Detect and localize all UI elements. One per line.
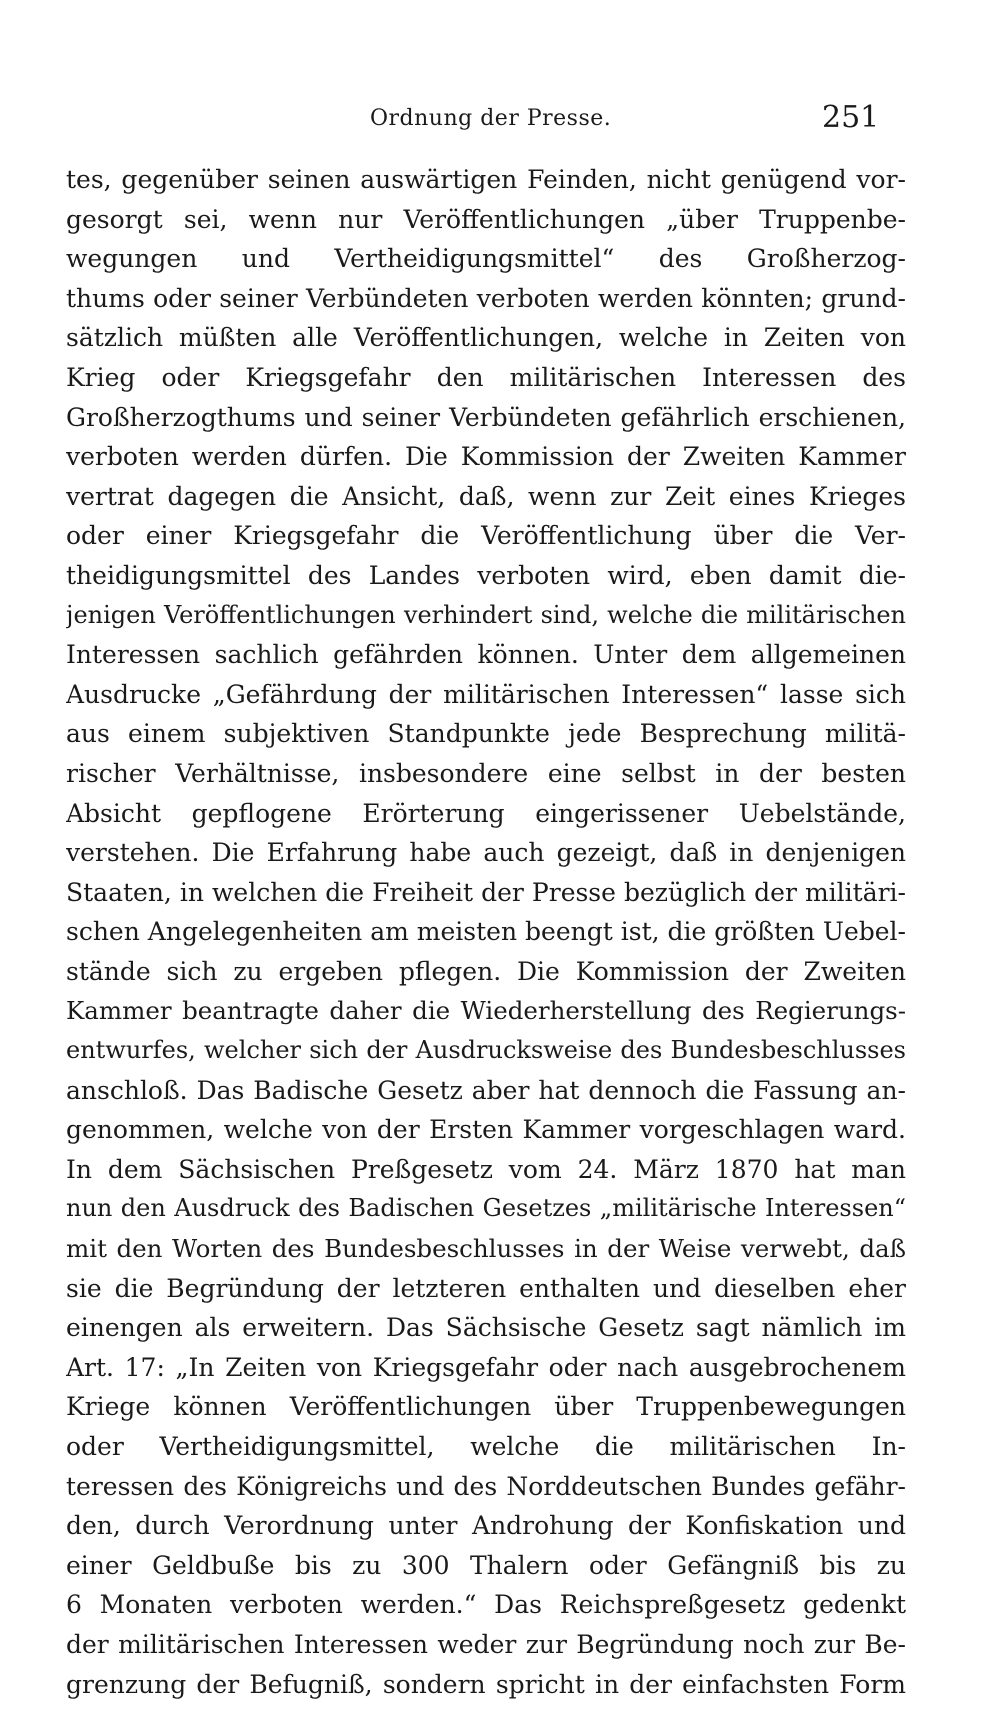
text-line: Art. 17: „In Zeiten von Kriegsgefahr oder nach ausgebrochenem — [66, 1352, 906, 1382]
text-line: genommen, welche von der Ersten Kammer vorgeschlagen ward. — [66, 1115, 906, 1145]
text-line: thums oder seiner Verbündeten verboten werden könnten; grund- — [66, 283, 906, 313]
text-line: Kriege können Veröffentlichungen über Truppenbewegungen — [66, 1392, 906, 1422]
text-line: Interessen sachlich gefährden können. Unter dem allgemeinen — [66, 640, 906, 670]
text-line: nun den Ausdruck des Badischen Gesetzes „militärische Interessen“ — [66, 1194, 906, 1223]
text-line: wegungen und Vertheidigungsmittel“ des Großherzog- — [66, 244, 906, 274]
text-line: entwurfes, welcher sich der Ausdrucksweise des Bundesbeschlusses — [66, 1036, 906, 1065]
body-text — [66, 160, 906, 1704]
text-line: theidigungsmittel des Landes verboten wird, eben damit die- — [66, 560, 906, 590]
text-line: Großherzogthums und seiner Verbündeten gefährlich erschienen, — [66, 402, 906, 432]
text-line: grenzung der Befugniß, sondern spricht in der einfachsten Form — [66, 1669, 906, 1699]
text-line: gesorgt sei, wenn nur Veröffentlichungen „über Truppenbe- — [66, 204, 906, 234]
text-line: sie die Begründung der letzteren enthalten und dieselben eher — [66, 1273, 906, 1303]
text-line: einer Geldbuße bis zu 300 Thalern oder Gefängniß bis zu — [66, 1550, 906, 1580]
text-line: rischer Verhältnisse, insbesondere eine selbst in der besten — [66, 758, 906, 788]
text-line: stände sich zu ergeben pflegen. Die Kommission der Zweiten — [66, 956, 906, 986]
text-line: verboten werden dürfen. Die Kommission der Zweiten Kammer — [66, 442, 906, 472]
text-line: verstehen. Die Erfahrung habe auch gezeigt, daß in denjenigen — [66, 838, 906, 868]
text-line: einengen als erweitern. Das Sächsische Gesetz sagt nämlich im — [66, 1313, 906, 1343]
text-line: oder einer Kriegsgefahr die Veröffentlichung über die Ver- — [66, 521, 906, 551]
text-line: tes, gegenüber seinen auswärtigen Feinden, nicht genügend vor- — [66, 165, 906, 194]
text-line: der militärischen Interessen weder zur Begründung noch zur Be- — [66, 1629, 906, 1659]
text-line: Kammer beantragte daher die Wiederherstellung des Regierungs- — [66, 996, 906, 1026]
text-line: Ausdrucke „Gefährdung der militärischen Interessen“ lasse sich — [66, 679, 906, 709]
text-line: In dem Sächsischen Preßgesetz vom 24. März 1870 hat man — [66, 1154, 906, 1184]
text-line: schen Angelegenheiten am meisten beengt ist, die größten Uebel- — [66, 917, 906, 947]
text-line: Staaten, in welchen die Freiheit der Presse bezüglich der militäri- — [66, 877, 906, 907]
text-line: aus einem subjektiven Standpunkte jede Besprechung militä- — [66, 719, 906, 749]
text-line: 6 Monaten verboten werden.“ Das Reichspreßgesetz gedenkt — [66, 1590, 906, 1620]
text-line: teressen des Königreichs und des Norddeutschen Bundes gefähr- — [66, 1471, 906, 1501]
text-line: vertrat dagegen die Ansicht, daß, wenn zur Zeit eines Krieges — [66, 481, 906, 511]
text-line: sätzlich müßten alle Veröffentlichungen, welche in Zeiten von — [66, 323, 906, 353]
text-line: Krieg oder Kriegsgefahr den militärischen Interessen des — [66, 362, 906, 392]
text-line: oder Vertheidigungsmittel, welche die militärischen In- — [66, 1432, 906, 1461]
text-line: Absicht gepflogene Erörterung eingerissener Uebelstände, — [66, 798, 906, 828]
page-number: 251 — [822, 100, 880, 135]
text-line: jenigen Veröffentlichungen verhindert sind, welche die militärischen — [66, 600, 906, 629]
text-line: mit den Worten des Bundesbeschlusses in der Weise verwebt, daß — [66, 1234, 906, 1264]
text-line: den, durch Verordnung unter Androhung der Konfiskation und — [66, 1511, 906, 1541]
text-line: anschloß. Das Badische Gesetz aber hat dennoch die Fassung an- — [66, 1075, 906, 1105]
running-title: Ordnung der Presse. — [370, 106, 612, 131]
